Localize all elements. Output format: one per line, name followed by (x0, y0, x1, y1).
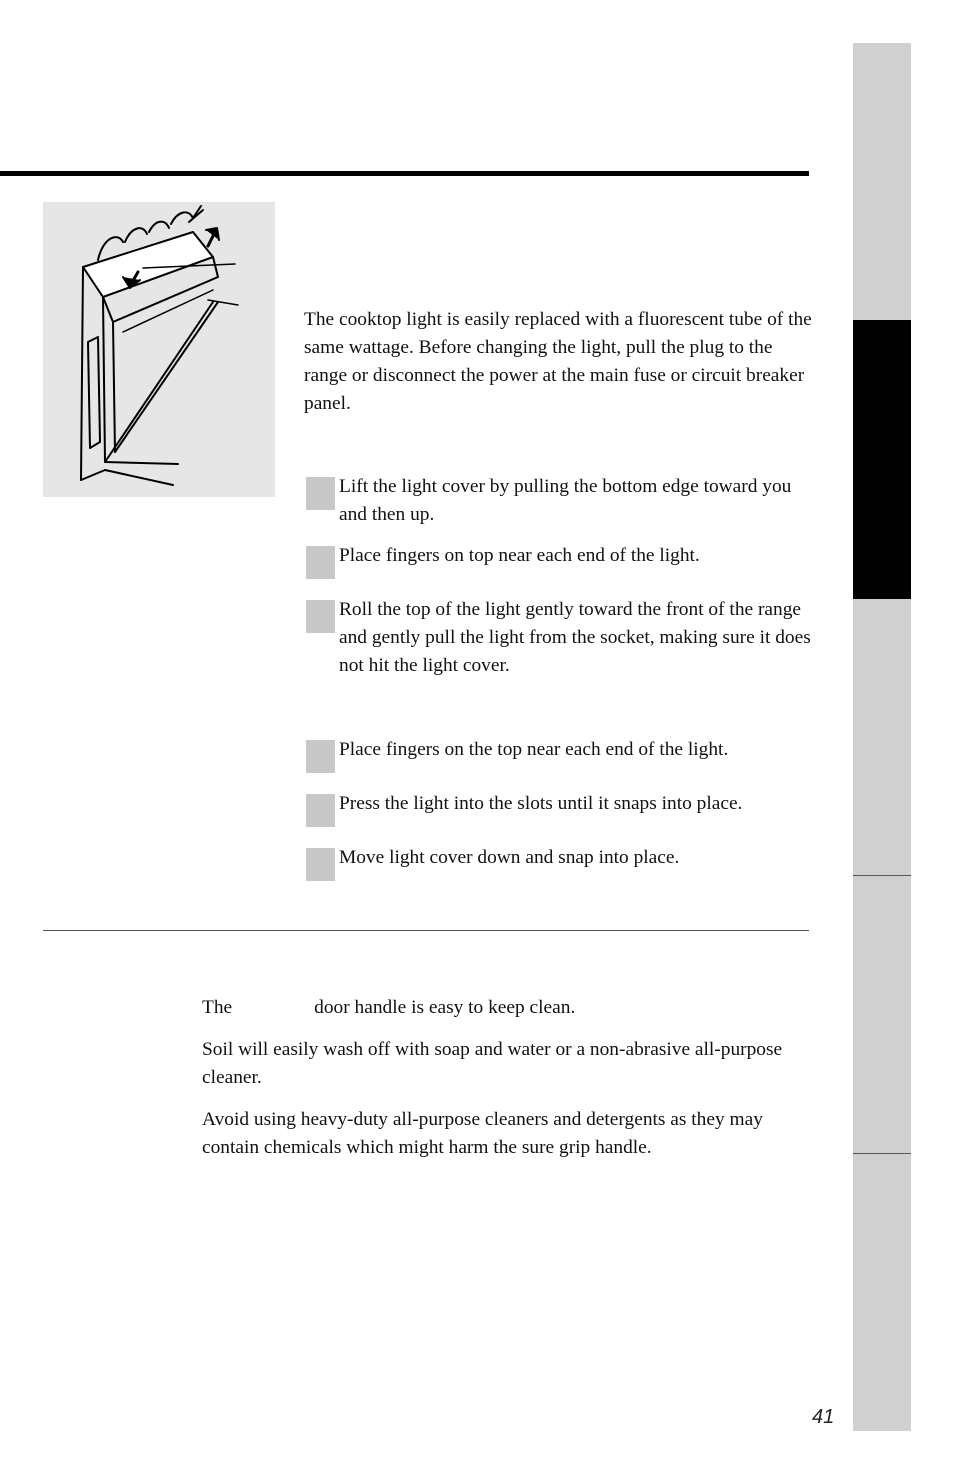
page-number: 41 (812, 1406, 835, 1428)
step-marker (306, 740, 335, 773)
step-text: Place fingers on the top near each end of the light. (339, 739, 729, 760)
step-text: Roll the top of the light gently toward the front of the range and gently pull the light from the socket, making sure it does not hit the light cover. (339, 599, 811, 676)
step-marker (306, 794, 335, 827)
handle-warning-paragraph: Avoid using heavy-duty all-purpose cleaners and detergents as they may contain chemicals which might harm the sure grip handle. (202, 1109, 763, 1158)
intro-paragraph: The cooktop light is easily replaced with a fluorescent tube of the same wattage. Before changing the light, pull the plug to the range or disconnect the power at the main fuse or circuit breaker panel. (304, 309, 812, 414)
step-text: Lift the light cover by pulling the bottom edge toward you and then up. (339, 476, 792, 525)
side-tab-2-active[interactable] (853, 320, 911, 599)
handle-cleaning-paragraph: Soil will easily wash off with soap and water or a non-abrasive all-purpose cleaner. (202, 1039, 783, 1088)
cooktop-light-illustration (43, 202, 275, 497)
step-marker (306, 848, 335, 881)
side-tab-1[interactable] (853, 43, 911, 320)
step-marker (306, 546, 335, 579)
section-divider (43, 930, 809, 931)
light-replacement-drawing (43, 202, 275, 497)
handle-intro-end: door handle is easy to keep clean. (314, 997, 576, 1018)
side-tab-3[interactable] (853, 599, 911, 876)
handle-intro (202, 994, 812, 1022)
step-marker (306, 477, 335, 510)
handle-intro-start: The (202, 997, 233, 1018)
step-marker (306, 600, 335, 633)
top-rule (0, 171, 809, 176)
step-text: Move light cover down and snap into place. (339, 847, 680, 868)
side-tab-5[interactable] (853, 1154, 911, 1431)
step-text: Press the light into the slots until it snaps into place. (339, 793, 743, 814)
step-text: Place fingers on top near each end of the light. (339, 545, 700, 566)
side-tab-4[interactable] (853, 876, 911, 1154)
